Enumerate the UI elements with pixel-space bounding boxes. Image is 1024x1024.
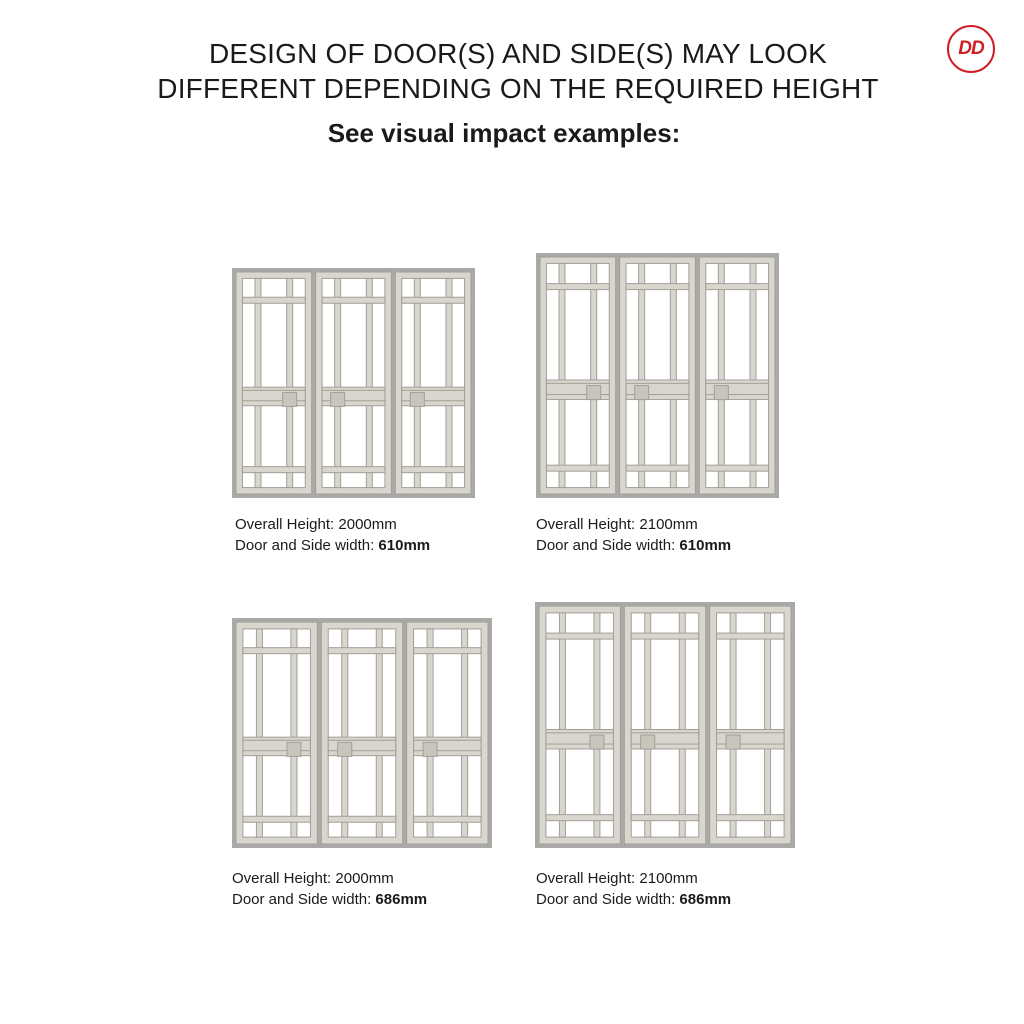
glazing-bar bbox=[706, 284, 769, 290]
glazing-bar bbox=[594, 613, 600, 837]
handle-plate bbox=[283, 392, 297, 406]
caption-2 bbox=[536, 514, 731, 556]
door-set-3 bbox=[232, 618, 492, 848]
glazing-bar bbox=[328, 648, 396, 654]
glazing-bar bbox=[291, 629, 297, 837]
glass-area bbox=[328, 629, 396, 837]
headline-line-2: DIFFERENT DEPENDING ON THE REQUIRED HEIGHT bbox=[157, 73, 879, 104]
handle-plate bbox=[635, 386, 649, 400]
glazing-bar bbox=[591, 263, 597, 487]
glazing-bar bbox=[376, 629, 382, 837]
caption-4 bbox=[536, 868, 731, 910]
subtitle: See visual impact examples: bbox=[327, 118, 681, 148]
glazing-bar bbox=[546, 465, 609, 471]
handle-plate bbox=[423, 742, 437, 756]
glazing-bar bbox=[335, 278, 341, 487]
handle-plate bbox=[331, 392, 345, 406]
glass-area bbox=[546, 263, 609, 487]
glazing-bar bbox=[256, 629, 262, 837]
side-width-value: 610mm bbox=[378, 537, 431, 554]
overall-height-value: 2000mm bbox=[338, 516, 397, 533]
overall-height-label: Overall Height: bbox=[235, 516, 335, 533]
glazing-bar bbox=[287, 278, 293, 487]
overall-height-label: Overall Height: bbox=[232, 870, 332, 887]
glass-area bbox=[242, 278, 305, 487]
glazing-bar bbox=[427, 629, 433, 837]
overall-height-value: 2100mm bbox=[639, 516, 698, 533]
overall-height-line bbox=[536, 868, 731, 889]
glazing-bar bbox=[639, 263, 645, 487]
side-width-value: 686mm bbox=[375, 891, 428, 908]
glazing-bar bbox=[706, 465, 769, 471]
door-set-2 bbox=[536, 253, 779, 498]
glass-area bbox=[631, 613, 699, 837]
glazing-bar bbox=[631, 815, 699, 821]
overall-height-label: Overall Height: bbox=[536, 516, 636, 533]
brand-logo bbox=[947, 25, 995, 73]
glazing-bar bbox=[765, 613, 771, 837]
overall-height-value: 2000mm bbox=[335, 870, 394, 887]
glazing-bar bbox=[718, 263, 724, 487]
caption-1 bbox=[235, 514, 430, 556]
overall-height-value: 2100mm bbox=[639, 870, 698, 887]
glazing-bar bbox=[750, 263, 756, 487]
glass-area bbox=[414, 629, 482, 837]
glazing-bar bbox=[243, 816, 311, 822]
side-width-label: Door and Side width: bbox=[235, 537, 375, 554]
glazing-bar bbox=[546, 284, 609, 290]
overall-height-line bbox=[536, 514, 731, 535]
glazing-bar bbox=[255, 278, 261, 487]
handle-plate bbox=[726, 735, 740, 749]
glazing-bar bbox=[366, 278, 372, 487]
glazing-bar bbox=[402, 297, 465, 303]
glazing-bar bbox=[414, 278, 420, 487]
glazing-bar bbox=[730, 613, 736, 837]
glazing-bar bbox=[626, 465, 689, 471]
handle-plate bbox=[410, 392, 424, 406]
overall-height-label: Overall Height: bbox=[536, 870, 636, 887]
glazing-bar bbox=[242, 297, 305, 303]
glazing-bar bbox=[322, 297, 385, 303]
glazing-bar bbox=[446, 278, 452, 487]
glazing-bar bbox=[546, 815, 614, 821]
side-width-label: Door and Side width: bbox=[536, 537, 676, 554]
glazing-bar bbox=[679, 613, 685, 837]
side-width-line bbox=[536, 889, 731, 910]
glazing-bar bbox=[546, 633, 614, 639]
glazing-bar bbox=[322, 467, 385, 473]
glazing-bar bbox=[402, 467, 465, 473]
glass-area bbox=[402, 278, 465, 487]
glazing-bar bbox=[631, 633, 699, 639]
handle-plate bbox=[287, 742, 301, 756]
side-width-value: 686mm bbox=[679, 891, 732, 908]
glazing-bar bbox=[559, 263, 565, 487]
glazing-bar bbox=[645, 613, 651, 837]
glazing-bar bbox=[414, 816, 482, 822]
glazing-bar bbox=[414, 648, 482, 654]
glazing-bar bbox=[626, 284, 689, 290]
glazing-bar bbox=[242, 467, 305, 473]
glazing-bar bbox=[462, 629, 468, 837]
glazing-bar bbox=[243, 648, 311, 654]
side-width-line bbox=[536, 535, 731, 556]
handle-plate bbox=[641, 735, 655, 749]
glass-area bbox=[706, 263, 769, 487]
glazing-bar bbox=[717, 815, 785, 821]
glass-area bbox=[243, 629, 311, 837]
door-set-1 bbox=[232, 268, 475, 498]
door-set-4 bbox=[535, 602, 795, 848]
headline-line-1: DESIGN OF DOOR(S) AND SIDE(S) MAY LOOK bbox=[209, 38, 827, 69]
side-width-label: Door and Side width: bbox=[232, 891, 372, 908]
side-width-label: Door and Side width: bbox=[536, 891, 676, 908]
glazing-bar bbox=[328, 816, 396, 822]
side-width-line bbox=[235, 535, 430, 556]
glass-area bbox=[546, 613, 614, 837]
glazing-bar bbox=[342, 629, 348, 837]
glass-area bbox=[322, 278, 385, 487]
glazing-bar bbox=[717, 633, 785, 639]
side-width-value: 610mm bbox=[679, 537, 732, 554]
handle-plate bbox=[590, 735, 604, 749]
caption-3 bbox=[232, 868, 427, 910]
overall-height-line bbox=[235, 514, 430, 535]
side-width-line bbox=[232, 889, 427, 910]
glass-area bbox=[717, 613, 785, 837]
overall-height-line bbox=[232, 868, 427, 889]
glazing-bar bbox=[670, 263, 676, 487]
glazing-bar bbox=[559, 613, 565, 837]
glass-area bbox=[626, 263, 689, 487]
handle-plate bbox=[714, 386, 728, 400]
brand-logo-text: DD bbox=[958, 38, 984, 59]
handle-plate bbox=[338, 742, 352, 756]
handle-plate bbox=[587, 386, 601, 400]
